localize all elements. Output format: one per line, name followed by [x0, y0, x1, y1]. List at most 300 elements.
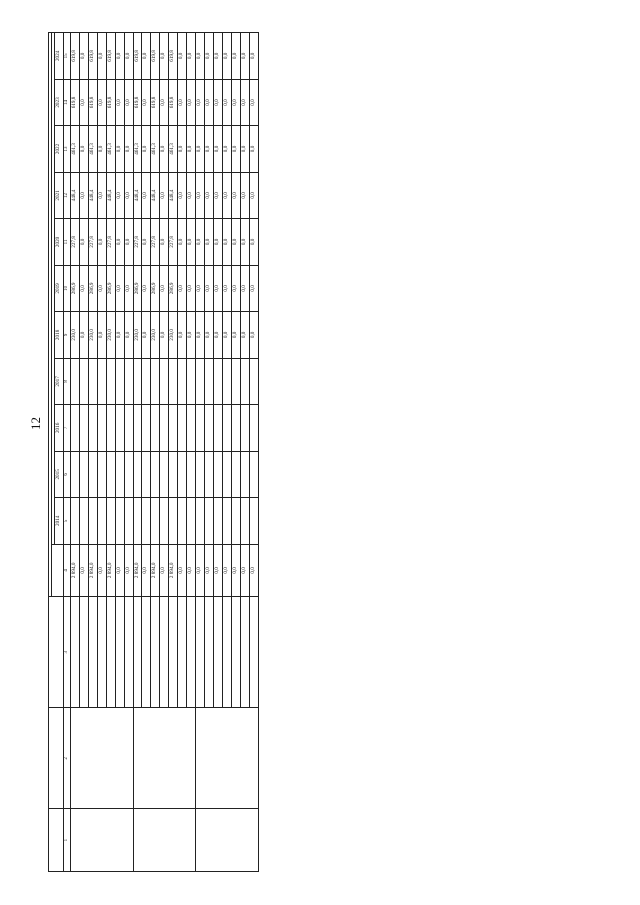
column-number: 14	[63, 79, 70, 125]
year-label: 2022	[55, 143, 61, 155]
year-value-cell	[178, 451, 187, 497]
year-value-cell: 0,0	[205, 312, 214, 358]
table-body	[70, 33, 258, 872]
source-cell	[241, 597, 250, 708]
year-value-cell	[250, 451, 259, 497]
year-value-cell: 0,0	[178, 126, 187, 172]
year-value-cell: 0,0	[142, 172, 151, 218]
year-value-cell: 0,0	[115, 312, 124, 358]
year-value-cell	[70, 498, 79, 544]
year-value-cell	[178, 358, 187, 404]
budget-table	[48, 32, 259, 872]
total-cell: 0,0	[115, 544, 124, 597]
year-value-cell: 0,0	[214, 79, 223, 125]
year-value-cell: 286,9	[70, 265, 79, 311]
year-value-cell: 0,0	[115, 172, 124, 218]
year-value-cell: 0,0	[232, 265, 241, 311]
year-value-cell: 0,0	[196, 219, 205, 265]
year-value-cell: 0,0	[97, 33, 106, 80]
year-value-cell	[223, 451, 232, 497]
total-cell: 0,0	[124, 544, 133, 597]
year-value-cell: 619,8	[70, 33, 79, 80]
year-value-cell	[169, 451, 178, 497]
year-value-cell: 0,0	[79, 126, 88, 172]
year-value-cell: 0,0	[196, 265, 205, 311]
header-total	[52, 544, 64, 597]
total-cell: 0,0	[187, 544, 196, 597]
year-value-cell: 0,0	[241, 219, 250, 265]
year-value-cell: 461,3	[88, 126, 97, 172]
year-value-cell: 461,3	[133, 126, 142, 172]
year-value-cell: 0,0	[79, 219, 88, 265]
year-value-cell	[142, 358, 151, 404]
column-number-row	[63, 33, 70, 872]
year-header-2022	[55, 126, 64, 172]
year-value-cell: 0,0	[232, 126, 241, 172]
year-value-cell	[133, 405, 142, 451]
total-cell: 0,0	[241, 544, 250, 597]
year-value-cell	[97, 358, 106, 404]
year-header-2023	[55, 79, 64, 125]
header-source	[49, 597, 64, 708]
year-value-cell: 0,0	[97, 219, 106, 265]
year-value-cell: 230,0	[70, 312, 79, 358]
year-value-cell: 448,4	[133, 172, 142, 218]
year-label: 2024	[55, 50, 61, 62]
year-value-cell	[106, 451, 115, 497]
year-value-cell: 0,0	[223, 172, 232, 218]
year-value-cell: 0,0	[97, 172, 106, 218]
year-value-cell: 0,0	[241, 79, 250, 125]
year-value-cell: 0,0	[232, 312, 241, 358]
year-value-cell	[88, 358, 97, 404]
year-value-cell	[115, 358, 124, 404]
year-value-cell: 0,0	[205, 265, 214, 311]
year-value-cell	[133, 498, 142, 544]
source-cell	[133, 597, 142, 708]
year-value-cell: 0,0	[97, 79, 106, 125]
total-cell: 0,0	[232, 544, 241, 597]
year-value-cell: 230,0	[106, 312, 115, 358]
year-value-cell: 0,0	[115, 126, 124, 172]
source-cell	[205, 597, 214, 708]
year-value-cell	[187, 405, 196, 451]
year-value-cell	[232, 451, 241, 497]
year-value-cell	[223, 405, 232, 451]
total-cell: 2 894,0	[106, 544, 115, 597]
year-value-cell	[133, 358, 142, 404]
source-cell	[250, 597, 259, 708]
source-cell	[79, 597, 88, 708]
year-value-cell	[142, 405, 151, 451]
year-value-cell: 0,0	[142, 33, 151, 80]
column-number: 3	[63, 597, 70, 708]
year-value-cell	[241, 358, 250, 404]
year-value-cell	[187, 498, 196, 544]
table-row	[70, 33, 79, 872]
page-number: 12	[28, 417, 43, 430]
year-value-cell	[124, 451, 133, 497]
year-value-cell: 0,0	[250, 33, 259, 80]
year-header-2019	[55, 265, 64, 311]
year-label: 2018	[55, 329, 61, 341]
year-value-cell: 461,3	[106, 126, 115, 172]
year-value-cell: 0,0	[124, 33, 133, 80]
year-value-cell: 0,0	[223, 219, 232, 265]
source-cell	[187, 597, 196, 708]
year-value-cell: 0,0	[142, 265, 151, 311]
year-value-cell: 0,0	[187, 172, 196, 218]
source-cell	[70, 597, 79, 708]
year-value-cell	[97, 405, 106, 451]
year-value-cell: 0,0	[223, 312, 232, 358]
total-cell: 0,0	[214, 544, 223, 597]
year-value-cell: 0,0	[250, 126, 259, 172]
year-value-cell: 0,0	[178, 33, 187, 80]
column-number: 8	[63, 358, 70, 404]
year-value-cell: 0,0	[142, 126, 151, 172]
year-value-cell: 0,0	[241, 265, 250, 311]
year-value-cell	[250, 358, 259, 404]
year-value-cell: 0,0	[196, 126, 205, 172]
year-value-cell: 0,0	[232, 79, 241, 125]
year-header-2024	[55, 33, 64, 80]
year-value-cell: 0,0	[187, 126, 196, 172]
total-cell: 0,0	[97, 544, 106, 597]
year-value-cell	[241, 405, 250, 451]
year-value-cell: 0,0	[160, 265, 169, 311]
year-value-cell: 0,0	[241, 312, 250, 358]
year-value-cell	[70, 405, 79, 451]
year-label: 2019	[55, 283, 61, 294]
year-value-cell: 0,0	[196, 172, 205, 218]
year-value-cell: 461,3	[169, 126, 178, 172]
year-value-cell	[250, 498, 259, 544]
year-value-cell: 0,0	[214, 126, 223, 172]
year-value-cell	[196, 358, 205, 404]
year-value-cell	[124, 358, 133, 404]
source-cell	[88, 597, 97, 708]
source-cell	[169, 597, 178, 708]
year-value-cell: 0,0	[232, 33, 241, 80]
source-cell	[124, 597, 133, 708]
year-header-2018	[55, 312, 64, 358]
year-value-cell: 0,0	[205, 126, 214, 172]
year-value-cell: 286,9	[106, 265, 115, 311]
source-cell	[232, 597, 241, 708]
year-value-cell	[88, 405, 97, 451]
column-number: 2	[63, 708, 70, 809]
year-value-cell: 0,0	[79, 79, 88, 125]
year-value-cell: 0,0	[196, 312, 205, 358]
year-value-cell: 0,0	[79, 172, 88, 218]
year-value-cell	[214, 451, 223, 497]
year-value-cell: 0,0	[79, 312, 88, 358]
year-value-cell: 619,8	[151, 33, 160, 80]
year-value-cell: 0,0	[214, 265, 223, 311]
year-value-cell: 0,0	[115, 33, 124, 80]
year-value-cell: 0,0	[250, 312, 259, 358]
year-value-cell: 0,0	[79, 265, 88, 311]
year-value-cell	[142, 451, 151, 497]
year-value-cell	[151, 498, 160, 544]
year-value-cell: 0,0	[115, 79, 124, 125]
year-value-cell: 227,8	[151, 219, 160, 265]
year-value-cell: 0,0	[205, 33, 214, 80]
total-cell: 0,0	[142, 544, 151, 597]
status-cell	[133, 809, 196, 872]
year-value-cell: 448,4	[106, 172, 115, 218]
year-value-cell: 0,0	[97, 265, 106, 311]
year-value-cell: 0,0	[214, 312, 223, 358]
year-value-cell: 0,0	[178, 219, 187, 265]
year-value-cell: 0,0	[187, 219, 196, 265]
year-value-cell: 0,0	[142, 79, 151, 125]
year-value-cell	[169, 405, 178, 451]
total-cell: 2 894,0	[151, 544, 160, 597]
year-value-cell: 0,0	[187, 33, 196, 80]
year-value-cell	[124, 405, 133, 451]
year-value-cell: 0,0	[142, 312, 151, 358]
year-value-cell	[214, 358, 223, 404]
year-value-cell	[115, 405, 124, 451]
column-number: 12	[63, 172, 70, 218]
year-value-cell: 286,9	[88, 265, 97, 311]
table-row	[133, 33, 142, 872]
year-value-cell: 461,3	[70, 126, 79, 172]
year-value-cell	[169, 498, 178, 544]
column-number: 5	[63, 498, 70, 544]
year-value-cell: 0,0	[160, 312, 169, 358]
year-value-cell	[97, 498, 106, 544]
year-value-cell: 227,8	[106, 219, 115, 265]
year-value-cell	[187, 451, 196, 497]
year-value-cell: 0,0	[97, 126, 106, 172]
total-cell: 2 894,0	[70, 544, 79, 597]
table-row	[196, 33, 205, 872]
year-value-cell: 0,0	[250, 172, 259, 218]
year-value-cell: 0,0	[178, 79, 187, 125]
column-number: 9	[63, 312, 70, 358]
year-value-cell	[205, 451, 214, 497]
total-cell: 0,0	[205, 544, 214, 597]
year-label: 2020	[55, 236, 61, 248]
year-value-cell: 230,0	[151, 312, 160, 358]
year-value-cell	[79, 405, 88, 451]
year-value-cell	[160, 358, 169, 404]
total-cell: 0,0	[79, 544, 88, 597]
year-value-cell: 0,0	[223, 265, 232, 311]
year-value-cell: 0,0	[250, 79, 259, 125]
year-label: 2016	[55, 422, 61, 434]
year-value-cell	[205, 358, 214, 404]
total-cell: 0,0	[178, 544, 187, 597]
year-value-cell: 0,0	[241, 126, 250, 172]
year-value-cell: 619,8	[151, 79, 160, 125]
year-value-cell	[196, 451, 205, 497]
total-cell: 2 894,0	[133, 544, 142, 597]
year-value-cell	[223, 498, 232, 544]
year-value-cell	[106, 358, 115, 404]
header-name	[49, 708, 64, 809]
year-value-cell: 619,8	[169, 79, 178, 125]
source-cell	[151, 597, 160, 708]
year-value-cell: 0,0	[214, 172, 223, 218]
year-value-cell	[205, 405, 214, 451]
year-value-cell: 0,0	[115, 265, 124, 311]
year-value-cell	[241, 498, 250, 544]
year-value-cell: 448,4	[70, 172, 79, 218]
year-label: 2017	[55, 376, 61, 387]
year-label: 2021	[55, 190, 61, 201]
year-value-cell: 0,0	[205, 219, 214, 265]
year-value-cell: 0,0	[115, 219, 124, 265]
year-value-cell	[187, 358, 196, 404]
year-value-cell	[88, 451, 97, 497]
year-value-cell: 0,0	[205, 172, 214, 218]
year-value-cell	[241, 451, 250, 497]
year-value-cell	[70, 451, 79, 497]
year-value-cell: 0,0	[232, 172, 241, 218]
year-value-cell	[79, 358, 88, 404]
year-header-2016	[55, 405, 64, 451]
year-value-cell	[214, 498, 223, 544]
year-value-cell: 0,0	[250, 265, 259, 311]
year-value-cell: 0,0	[241, 33, 250, 80]
year-value-cell: 0,0	[160, 219, 169, 265]
year-value-cell	[232, 405, 241, 451]
year-value-cell	[115, 451, 124, 497]
year-value-cell: 0,0	[241, 172, 250, 218]
year-value-cell: 448,4	[151, 172, 160, 218]
year-value-cell: 619,8	[106, 79, 115, 125]
year-header-2014	[55, 498, 64, 544]
year-value-cell: 227,8	[169, 219, 178, 265]
year-value-cell: 0,0	[124, 126, 133, 172]
status-cell	[70, 809, 133, 872]
year-value-cell	[160, 405, 169, 451]
column-number: 11	[63, 219, 70, 265]
year-value-cell	[169, 358, 178, 404]
status-cell	[196, 809, 259, 872]
year-value-cell: 619,8	[133, 79, 142, 125]
year-value-cell: 0,0	[97, 312, 106, 358]
year-value-cell: 0,0	[187, 265, 196, 311]
year-value-cell	[79, 498, 88, 544]
year-value-cell	[205, 498, 214, 544]
year-value-cell: 0,0	[223, 33, 232, 80]
column-number: 7	[63, 405, 70, 451]
year-label: 2015	[55, 469, 61, 480]
year-value-cell: 0,0	[124, 172, 133, 218]
year-value-cell: 619,8	[169, 33, 178, 80]
year-value-cell: 230,0	[133, 312, 142, 358]
source-cell	[160, 597, 169, 708]
year-value-cell: 0,0	[232, 219, 241, 265]
year-value-cell: 227,8	[133, 219, 142, 265]
year-value-cell: 619,8	[88, 79, 97, 125]
year-value-cell	[151, 451, 160, 497]
year-value-cell: 286,9	[133, 265, 142, 311]
year-value-cell: 0,0	[124, 312, 133, 358]
year-value-cell: 0,0	[205, 79, 214, 125]
header-status	[49, 809, 64, 872]
source-cell	[115, 597, 124, 708]
year-value-cell: 448,4	[88, 172, 97, 218]
source-cell	[214, 597, 223, 708]
year-header-2021	[55, 172, 64, 218]
year-value-cell: 0,0	[160, 172, 169, 218]
year-label: 2023	[55, 97, 61, 108]
year-value-cell	[232, 498, 241, 544]
year-value-cell	[214, 405, 223, 451]
column-number: 13	[63, 126, 70, 172]
year-label: 2014	[55, 515, 61, 527]
year-value-cell: 0,0	[214, 33, 223, 80]
year-value-cell	[223, 358, 232, 404]
year-value-cell: 0,0	[124, 79, 133, 125]
total-cell: 0,0	[250, 544, 259, 597]
year-value-cell	[232, 358, 241, 404]
year-value-cell: 0,0	[160, 126, 169, 172]
year-value-cell	[151, 358, 160, 404]
year-value-cell	[178, 405, 187, 451]
total-cell: 0,0	[223, 544, 232, 597]
year-value-cell: 0,0	[187, 312, 196, 358]
year-value-cell	[250, 405, 259, 451]
year-value-cell: 619,8	[70, 79, 79, 125]
year-value-cell	[115, 498, 124, 544]
year-value-cell	[88, 498, 97, 544]
year-value-cell: 448,4	[169, 172, 178, 218]
year-value-cell	[151, 405, 160, 451]
year-header-2015	[55, 451, 64, 497]
year-value-cell: 0,0	[79, 33, 88, 80]
year-value-cell: 0,0	[178, 172, 187, 218]
column-number: 4	[63, 544, 70, 597]
year-value-cell: 286,9	[151, 265, 160, 311]
year-value-cell	[133, 451, 142, 497]
year-value-cell: 0,0	[124, 219, 133, 265]
column-number: 6	[63, 451, 70, 497]
year-value-cell	[160, 498, 169, 544]
total-cell: 2 894,0	[169, 544, 178, 597]
column-number: 15	[63, 33, 70, 80]
year-value-cell: 227,8	[88, 219, 97, 265]
year-value-cell	[178, 498, 187, 544]
year-value-cell	[196, 405, 205, 451]
year-value-cell: 461,3	[151, 126, 160, 172]
year-value-cell	[79, 451, 88, 497]
source-cell	[106, 597, 115, 708]
year-value-cell: 0,0	[196, 79, 205, 125]
total-cell: 2 894,0	[88, 544, 97, 597]
program-name-cell	[133, 708, 196, 809]
year-value-cell: 619,8	[106, 33, 115, 80]
year-value-cell	[160, 451, 169, 497]
source-cell	[142, 597, 151, 708]
source-cell	[97, 597, 106, 708]
source-cell	[178, 597, 187, 708]
year-value-cell: 0,0	[178, 265, 187, 311]
year-value-cell: 286,9	[169, 265, 178, 311]
year-value-cell: 0,0	[160, 33, 169, 80]
year-header-2017	[55, 358, 64, 404]
program-name-cell	[196, 708, 259, 809]
year-value-cell	[106, 498, 115, 544]
year-value-cell: 0,0	[187, 79, 196, 125]
year-value-cell: 0,0	[178, 312, 187, 358]
